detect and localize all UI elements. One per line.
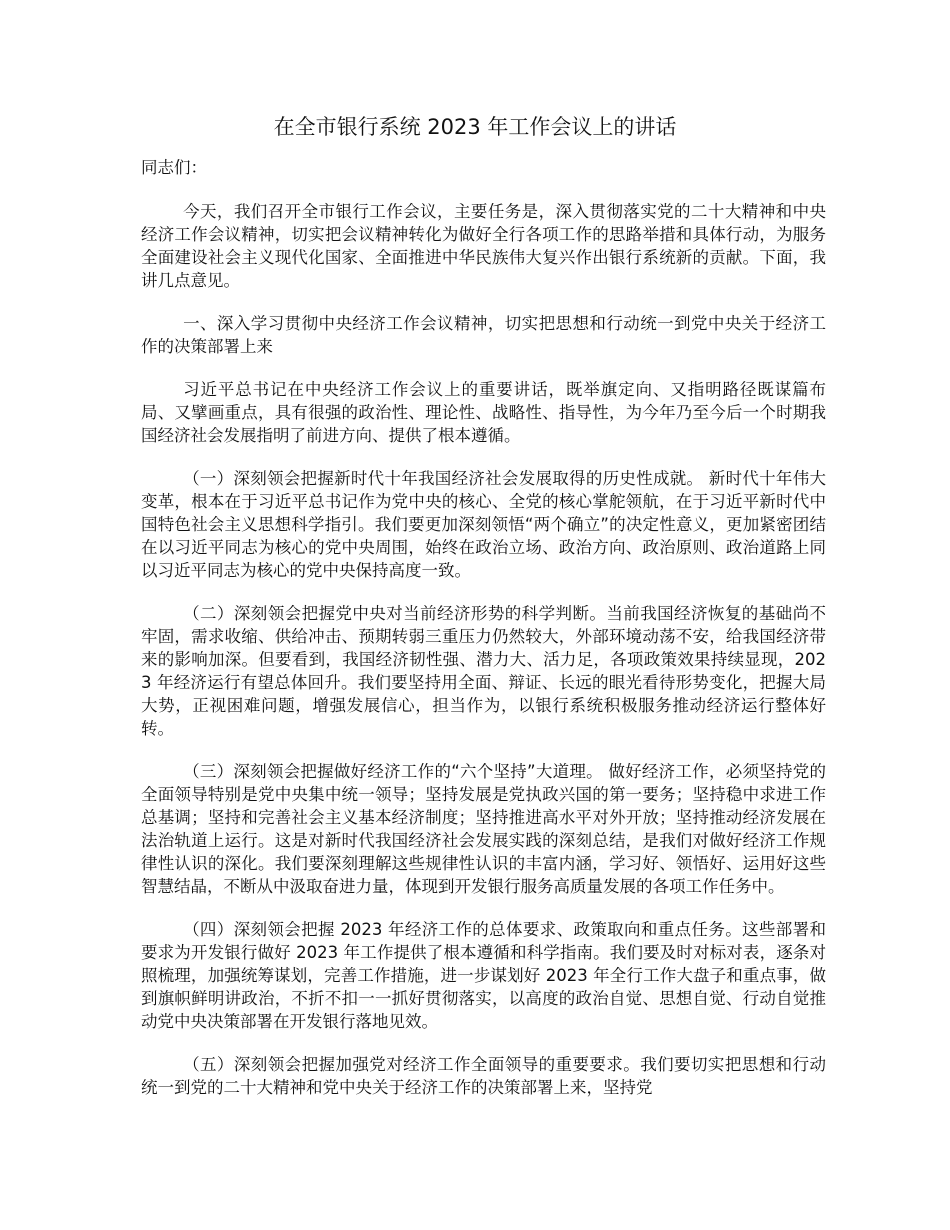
paragraph-point-1: （一）深刻领会把握新时代十年我国经济社会发展取得的历史性成就。 新时代十年伟大变革，根本在于习近平总书记作为党中央的核心、全党的核心掌舵领航，在于习近平新时代中国特色社会主义思想科学指引。我们要更加深刻领悟“两个确立”的决定性意义，更加紧密团结在以习近平同志为核心的党中央周围，始终在政治立场、政治方向、政治原则、政治道路上同以习近平同志为核心的党中央保持高度一致。 [141, 469, 826, 580]
paragraph-xi-speech: 习近平总书记在中央经济工作会议上的重要讲话，既举旗定向、又指明路径既谋篇布局、又擘画重点，具有很强的政治性、理论性、战略性、指导性，为今年乃至今后一个时期我国经济社会发展指明了前进方向、提供了根本遵循。 [141, 380, 826, 445]
paragraph-point-2: （二）深刻领会把握党中央对当前经济形势的科学判断。当前我国经济恢复的基础尚不牢固，需求收缩、供给冲击、预期转弱三重压力仍然较大，外部环境动荡不安，给我国经济带来的影响加深。但要看到，我国经济韧性强、潜力大、活力足，各项政策效果持续显现，2023 年经济运行有望总体回升。我们要坚持用全面、辩证、长远的眼光看待形势变化，把握大局大势，正视困难问题，增强发展信心，担当作为，以银行系统积极服务推动经济运行整体好转。 [141, 604, 826, 738]
section-heading-1: 一、深入学习贯彻中央经济工作会议精神，切实把思想和行动统一到党中央关于经济工作的决策部署上来 [141, 314, 826, 356]
paragraph-point-5: （五）深刻领会把握加强党对经济工作全面领导的重要要求。我们要切实把思想和行动统一到党的二十大精神和党中央关于经济工作的决策部署上来，坚持党 [141, 1055, 826, 1097]
salutation: 同志们： [141, 158, 207, 177]
document-title: 在全市银行系统 2023 年工作会议上的讲话 [273, 115, 677, 139]
paragraph-point-4: （四）深刻领会把握 2023 年经济工作的总体要求、政策取向和重点任务。这些部署和要求为开发银行做好 2023 年工作提供了根本遵循和科学指南。我们要及时对标对表，逐条对照梳理，加强统筹谋划，完善工作措施，进一步谋划好 2023 年全行工作大盘子和重点事，做到旗帜鲜明讲政治，不折不扣一一抓好贯彻落实，以高度的政治自觉、思想自觉、行动自觉推动党中央决策部署在开发银行落地见效。 [141, 920, 826, 1031]
paragraph-opening: 今天，我们召开全市银行工作会议，主要任务是，深入贯彻落实党的二十大精神和中央经济工作会议精神，切实把会议精神转化为做好全行各项工作的思路举措和具体行动，为服务全面建设社会主义现代化国家、全面推进中华民族伟大复兴作出银行系统新的贡献。下面，我讲几点意见。 [141, 202, 826, 290]
paragraph-point-3: （三）深刻领会把握做好经济工作的“六个坚持”大道理。 做好经济工作，必须坚持党的全面领导特别是党中央集中统一领导；坚持发展是党执政兴国的第一要务；坚持稳中求进工作总基调；坚持和完善社会主义基本经济制度；坚持推进高水平对外开放；坚持推动经济发展在法治轨道上运行。这是对新时代我国经济社会发展实践的深刻总结，是我们对做好经济工作规律性认识的深化。我们要深刻理解这些规律性认识的丰富内涵，学习好、领悟好、运用好这些智慧结晶，不断从中汲取奋进力量，体现到开发银行服务高质量发展的各项工作任务中。 [141, 762, 826, 896]
document-body [141, 156, 826, 1119]
